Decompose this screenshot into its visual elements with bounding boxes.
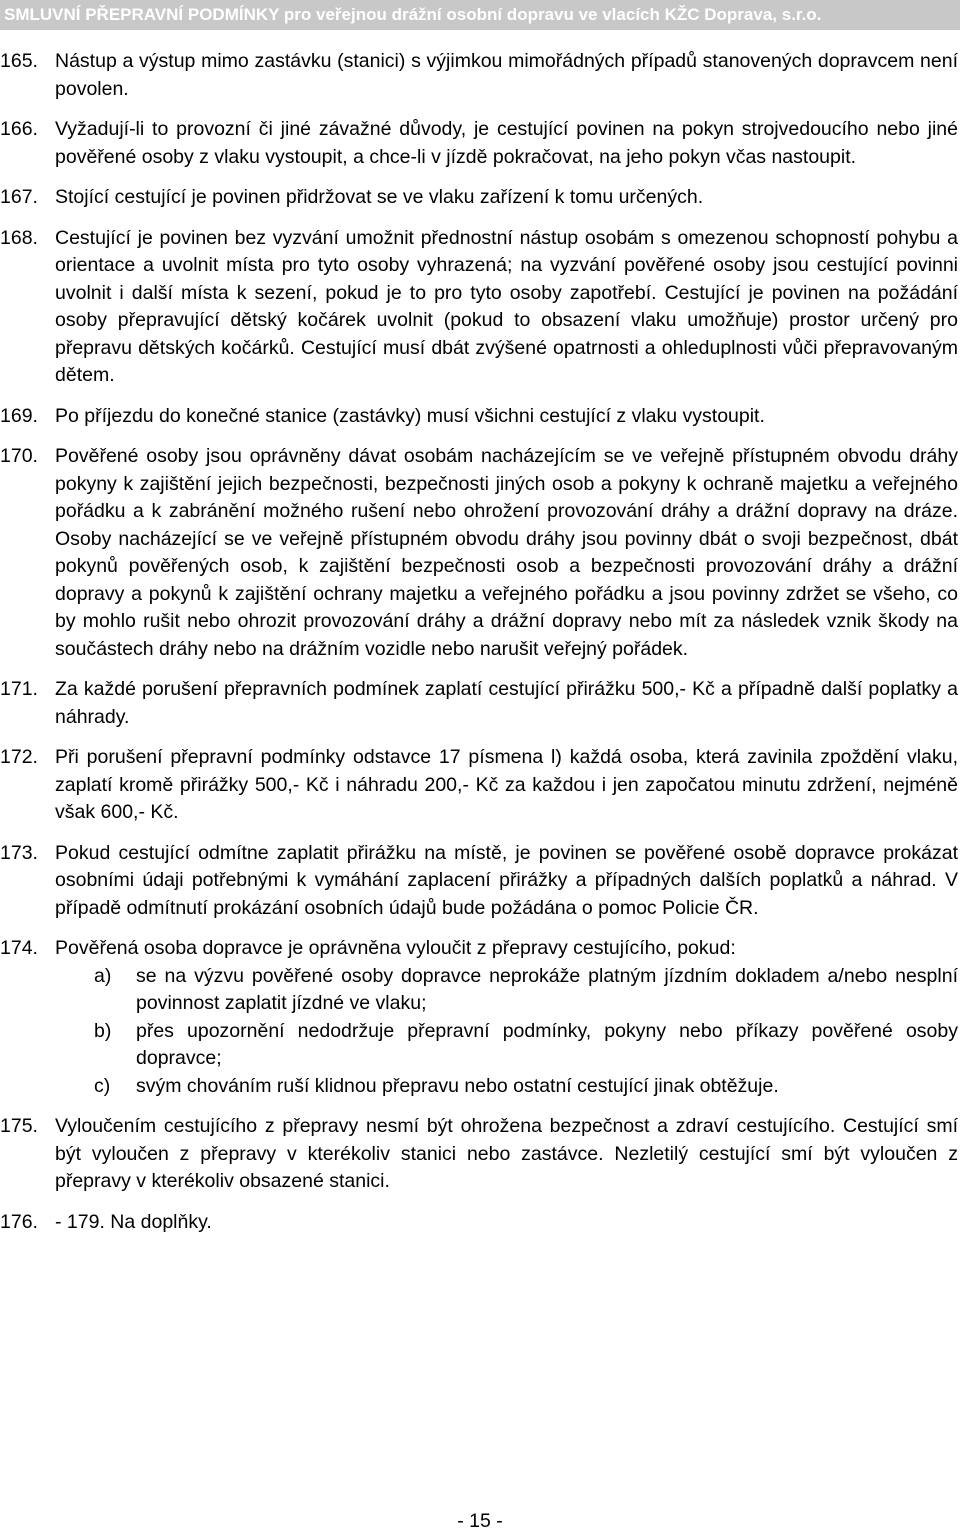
paragraph-number: 169. bbox=[0, 404, 38, 427]
paragraph-number: 167. bbox=[0, 186, 38, 208]
paragraph-number: 170. bbox=[0, 445, 38, 467]
paragraph-174 bbox=[0, 935, 960, 1100]
paragraph-number: 174. bbox=[0, 937, 38, 959]
paragraph-number: 168. bbox=[0, 226, 38, 249]
paragraph-number: 175. bbox=[0, 1115, 38, 1137]
list-item-text: svým chováním ruší klidnou přepravu nebo ostatní cestující jinak obtěžuje. bbox=[136, 1074, 779, 1097]
paragraph-176 bbox=[0, 1209, 960, 1237]
paragraph-text: Pověřené osoby jsou oprávněny dávat osobám nacházejícím se ve veřejně přístupném obvodu dráhy pokyny k zajištění jejich bezpečnosti, bezpečnosti jiných osob a pokyny k ochraně majetku a veřejného pořádku a k zabránění možného rušení nebo ohrožení provozování dráhy a drážní dopravy na dráze. Osoby nacházející se ve veřejně přístupném obvodu dráhy jsou povinny dbát o svoji bezpečnost, dbát pokynů pověřených osob, k zajištění bezpečnosti osob a bezpečnosti provozování dráhy a drážní dopravy a pokynů k zajištění ochrany majetku a veřejného pořádku a jsou povinny zdržet se všeho, co by mohlo rušit nebo ohrozit provozování dráhy a drážní dopravy nebo mít za následek vznik škody na součástech dráhy nebo na drážním vozidle nebo narušit veřejný pořádek. bbox=[55, 445, 958, 660]
paragraph-166 bbox=[0, 116, 960, 171]
paragraph-173 bbox=[0, 840, 960, 923]
paragraph-text: Cestující je povinen bez vyzvání umožnit přednostní nástup osobám s omezenou schopností pohybu a orientace a uvolnit místa pro tyto osoby vyhrazená; na vyzvání pověřené osoby jsou cestující povinni uvolnit i další místa k sezení, pokud je to pro tyto osoby zapotřebí. Cestující je povinen na požádání osoby přepravující dětský kočárek uvolnit (pokud to obsazení vlaku umožňuje) prostor určený pro přepravu dětských kočárků. Cestující musí dbát zvýšené opatrnosti a ohleduplnosti vůči přepravovaným dětem. bbox=[55, 226, 958, 386]
paragraph-172 bbox=[0, 744, 960, 827]
paragraph-171 bbox=[0, 676, 960, 731]
list-item-letter: c) bbox=[94, 1074, 111, 1097]
paragraph-168 bbox=[0, 225, 960, 390]
list-item-text: se na výzvu pověřené osoby dopravce neprokáže platným jízdním dokladem a/nebo nesplní povinnost zaplatit jízdné ve vlaku; bbox=[136, 964, 958, 1014]
list-item-letter: a) bbox=[94, 964, 112, 987]
paragraph-number: 176. bbox=[0, 1210, 38, 1233]
paragraph-text: Po příjezdu do konečné stanice (zastávky) musí všichni cestující z vlaku vystoupit. bbox=[55, 404, 765, 427]
list-item bbox=[55, 1018, 958, 1073]
paragraph-text: Nástup a výstup mimo zastávku (stanici) s výjimkou mimořádných případů stanovených dopravcem není povolen. bbox=[55, 50, 958, 100]
paragraph-number: 172. bbox=[0, 746, 38, 768]
list-item-text: přes upozornění nedodržuje přepravní podmínky, pokyny nebo příkazy pověřené osoby dopravce; bbox=[136, 1019, 958, 1069]
paragraph-169 bbox=[0, 403, 960, 431]
list-item-letter: b) bbox=[94, 1019, 112, 1042]
paragraph-text: Stojící cestující je povinen přidržovat se ve vlaku zařízení k tomu určených. bbox=[55, 186, 704, 208]
paragraph-text: Vyžadují-li to provozní či jiné závažné důvody, je cestující povinen na pokyn strojvedoucího nebo jiné pověřené osoby z vlaku vystoupit, a chce-li v jízdě pokračovat, na jeho pokyn včas nastoupit. bbox=[55, 118, 958, 168]
list-item bbox=[55, 963, 958, 1018]
list-item bbox=[55, 1073, 958, 1101]
paragraph-text: Při porušení přepravní podmínky odstavce 17 písmena l) každá osoba, která zavinila zpoždění vlaku, zaplatí kromě přirážky 500,- Kč i náhradu 200,- Kč za každou i jen započatou minutu zdržení, nejméně však 600,- Kč. bbox=[55, 746, 958, 823]
document-body bbox=[0, 48, 960, 1249]
paragraph-text: Pokud cestující odmítne zaplatit přirážku na místě, je povinen se pověřené osobě dopravce prokázat osobními údaji potřebnými k vymáhání zaplacení přirážky a případných dalších poplatků a náhrad. V případě odmítnutí prokázání osobních údajů bude požádána o pomoc Policie ČR. bbox=[55, 841, 958, 919]
paragraph-number: 166. bbox=[0, 118, 38, 140]
paragraph-170 bbox=[0, 443, 960, 663]
paragraph-175 bbox=[0, 1113, 960, 1196]
paragraph-text: - 179. Na doplňky. bbox=[55, 1210, 212, 1233]
paragraph-165 bbox=[0, 48, 960, 103]
paragraph-number: 165. bbox=[0, 50, 38, 72]
page-header bbox=[0, 0, 960, 30]
paragraph-body bbox=[55, 935, 960, 1100]
header-title: SMLUVNÍ PŘEPRAVNÍ PODMÍNKY pro veřejnou drážní osobní dopravu ve vlacích KŽC Doprava, s.r.o. bbox=[4, 5, 822, 24]
paragraph-167 bbox=[0, 184, 960, 212]
paragraph-number: 173. bbox=[0, 841, 38, 864]
paragraph-text: Pověřená osoba dopravce je oprávněna vyloučit z přepravy cestujícího, pokud: bbox=[55, 937, 736, 959]
paragraph-text: Vyloučením cestujícího z přepravy nesmí být ohrožena bezpečnost a zdraví cestujícího. Cestující smí být vyloučen z přepravy v kterékoliv stanici nebo zastávce. Nezletilý cestující smí být vyloučen z přepravy v kterékoliv obsazené stanici. bbox=[55, 1115, 958, 1192]
page-number: - 15 - bbox=[457, 1510, 503, 1532]
paragraph-number: 171. bbox=[0, 678, 38, 700]
paragraph-text: Za každé porušení přepravních podmínek zaplatí cestující přirážku 500,- Kč a případně další poplatky a náhrady. bbox=[55, 678, 958, 728]
